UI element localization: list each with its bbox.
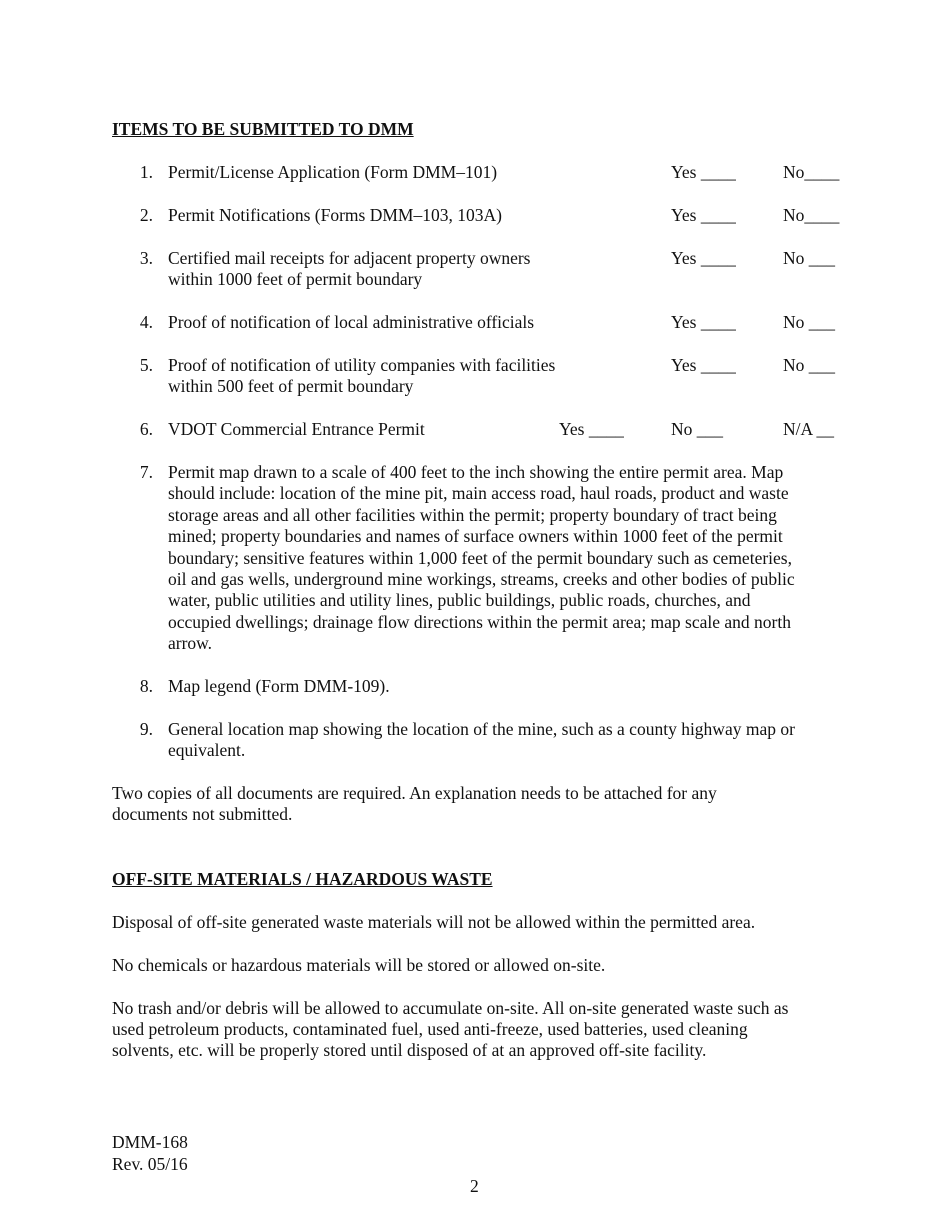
yes-checkbox-field[interactable]: Yes ____	[671, 355, 736, 375]
yes-checkbox-field[interactable]: Yes ____	[559, 419, 624, 439]
revision-date: Rev. 05/16	[112, 1154, 188, 1174]
item-number: 6.	[139, 419, 153, 439]
paragraph-line: solvents, etc. will be properly stored until disposed of at an approved off-site facility.	[112, 1040, 707, 1060]
item-text-line: boundary; sensitive features within 1,000 feet of the permit boundary such as cemeteries,	[168, 548, 792, 568]
note-line: Two copies of all documents are required. An explanation needs to be attached for any	[112, 783, 717, 803]
item-text-line: Permit map drawn to a scale of 400 feet to the inch showing the entire permit area. Map	[168, 462, 784, 482]
item-number: 2.	[139, 205, 153, 225]
item-text-line: arrow.	[168, 633, 213, 653]
paragraph-line: No trash and/or debris will be allowed to accumulate on-site. All on-site generated waste such as	[112, 998, 789, 1018]
yes-checkbox-field[interactable]: Yes ____	[671, 312, 736, 332]
no-checkbox-field[interactable]: No____	[783, 205, 840, 225]
section-heading-items: ITEMS TO BE SUBMITTED TO DMM	[112, 119, 414, 139]
item-text-line: occupied dwellings; drainage flow directions within the permit area; map scale and north	[168, 612, 791, 632]
item-number: 1.	[139, 162, 153, 182]
item-text-line: mined; property boundaries and names of surface owners within 1000 feet of the permit	[168, 526, 783, 546]
item-text: Permit Notifications (Forms DMM–103, 103A)	[168, 205, 502, 225]
item-text-line: within 1000 feet of permit boundary	[168, 269, 423, 289]
na-checkbox-field[interactable]: N/A __	[783, 419, 835, 439]
item-text-line: equivalent.	[168, 740, 246, 760]
item-number: 3.	[139, 248, 153, 268]
no-checkbox-field[interactable]: No ___	[671, 419, 724, 439]
yes-checkbox-field[interactable]: Yes ____	[671, 248, 736, 268]
page-number: 2	[470, 1176, 479, 1196]
item-text: Proof of notification of local administrative officials	[168, 312, 535, 332]
item-number: 4.	[139, 312, 153, 332]
item-text-line: Certified mail receipts for adjacent property owners	[168, 248, 531, 268]
paragraph: Disposal of off-site generated waste materials will not be allowed within the permitted area.	[112, 912, 756, 932]
no-checkbox-field[interactable]: No____	[783, 162, 840, 182]
yes-checkbox-field[interactable]: Yes ____	[671, 205, 736, 225]
no-checkbox-field[interactable]: No ___	[783, 355, 836, 375]
form-id: DMM-168	[112, 1132, 188, 1152]
item-text-line: water, public utilities and utility lines, public buildings, public roads, churches, and	[168, 590, 751, 610]
no-checkbox-field[interactable]: No ___	[783, 248, 836, 268]
item-number: 7.	[139, 462, 153, 482]
item-text-line: Proof of notification of utility companies with facilities	[168, 355, 556, 375]
section-heading-offsite: OFF-SITE MATERIALS / HAZARDOUS WASTE	[112, 869, 493, 889]
item-text-line: storage areas and all other facilities within the permit; property boundary of tract being	[168, 505, 777, 525]
paragraph: No chemicals or hazardous materials will be stored or allowed on-site.	[112, 955, 606, 975]
item-text-line: General location map showing the location of the mine, such as a county highway map or	[168, 719, 795, 739]
item-text: Permit/License Application (Form DMM–101)	[168, 162, 498, 182]
note-line: documents not submitted.	[112, 804, 293, 824]
item-number: 9.	[139, 719, 153, 739]
item-text: VDOT Commercial Entrance Permit	[168, 419, 425, 439]
item-number: 5.	[139, 355, 153, 375]
yes-checkbox-field[interactable]: Yes ____	[671, 162, 736, 182]
item-text-line: should include: location of the mine pit, main access road, haul roads, product and waste	[168, 483, 789, 503]
item-number: 8.	[139, 676, 153, 696]
no-checkbox-field[interactable]: No ___	[783, 312, 836, 332]
paragraph-line: used petroleum products, contaminated fuel, used anti-freeze, used batteries, used cleaning	[112, 1019, 748, 1039]
item-text-line: oil and gas wells, underground mine workings, streams, creeks and other bodies of public	[168, 569, 795, 589]
item-text-line: within 500 feet of permit boundary	[168, 376, 414, 396]
item-text: Map legend (Form DMM-109).	[168, 676, 390, 696]
